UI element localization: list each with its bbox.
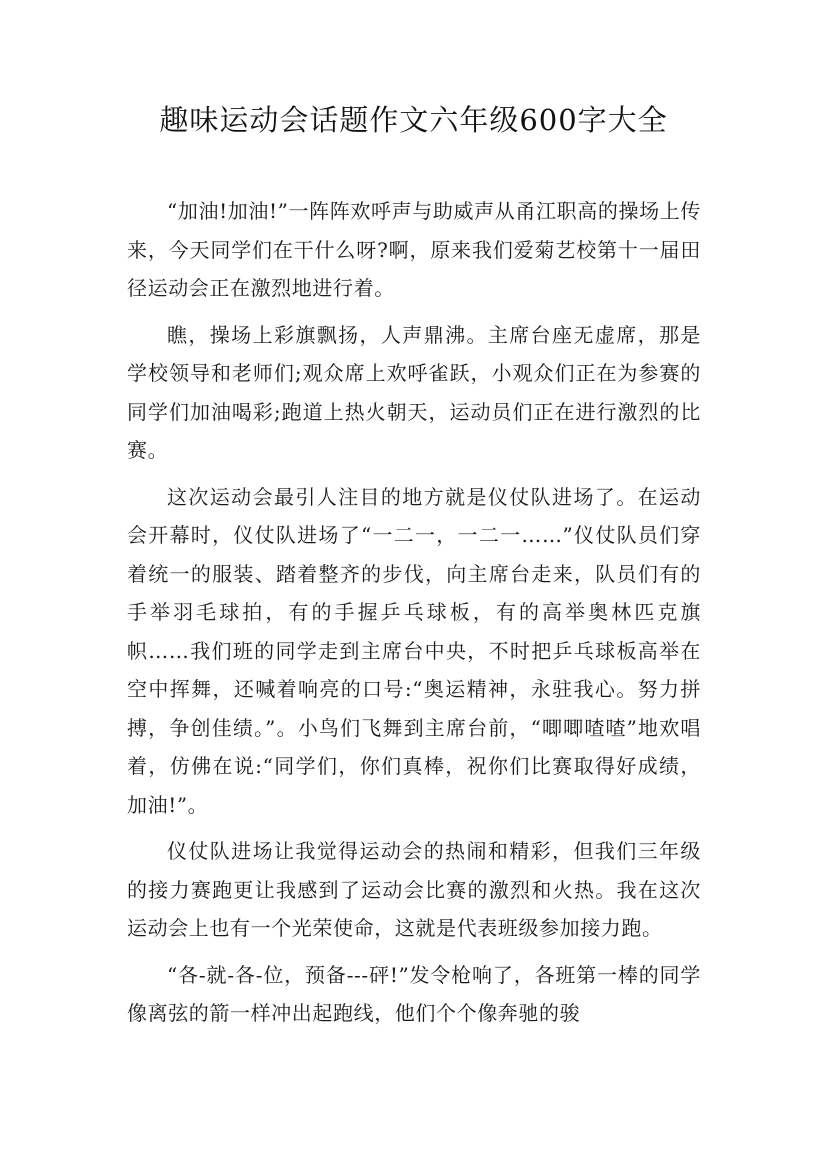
paragraph-4: 仪仗队进场让我觉得运动会的热闹和精彩，但我们三年级的接力赛跑更让我感到了运动会比赛的激烈和火热。我在这次运动会上也有一个光荣使命，这就是代表班级参加接力跑。 (127, 839, 701, 940)
document-title: 趣味运动会话题作文六年级600字大全 (159, 103, 668, 137)
document-body (127, 192, 701, 1041)
paragraph-3: 这次运动会最引人注目的地方就是仪仗队进场了。在运动会开幕时，仪仗队进场了“一二一，一二一……”仪仗队员们穿着统一的服装、踏着整齐的步伐，向主席台走来，队员们有的手举羽毛球拍，有的手握乒乓球板，有的高举奥林匹克旗帜……我们班的同学走到主席台中央，不时把乒乓球板高举在空中挥舞，还喊着响亮的口号:“奥运精神，永驻我心。努力拼搏，争创佳绩。”。小鸟们飞舞到主席台前，“唧唧喳喳”地欢唱着，仿佛在说:“同学们，你们真棒，祝你们比赛取得好成绩，加油!”。 (127, 484, 701, 817)
paragraph-1: “加油!加油!”一阵阵欢呼声与助威声从甬江职高的操场上传来，今天同学们在干什么呀?啊，原来我们爱菊艺校第十一届田径运动会正在激烈地进行着。 (127, 199, 701, 300)
paragraph-2: 瞧，操场上彩旗飘扬，人声鼎沸。主席台座无虚席，那是学校领导和老师们;观众席上欢呼雀跃，小观众们正在为参赛的同学们加油喝彩;跑道上热火朝天，运动员们正在进行激烈的比赛。 (127, 322, 701, 462)
paragraph-5: “各-就-各-位，预备---砰!”发令枪响了，各班第一棒的同学像离弦的箭一样冲出起跑线，他们个个像奔驰的骏 (127, 962, 701, 1025)
